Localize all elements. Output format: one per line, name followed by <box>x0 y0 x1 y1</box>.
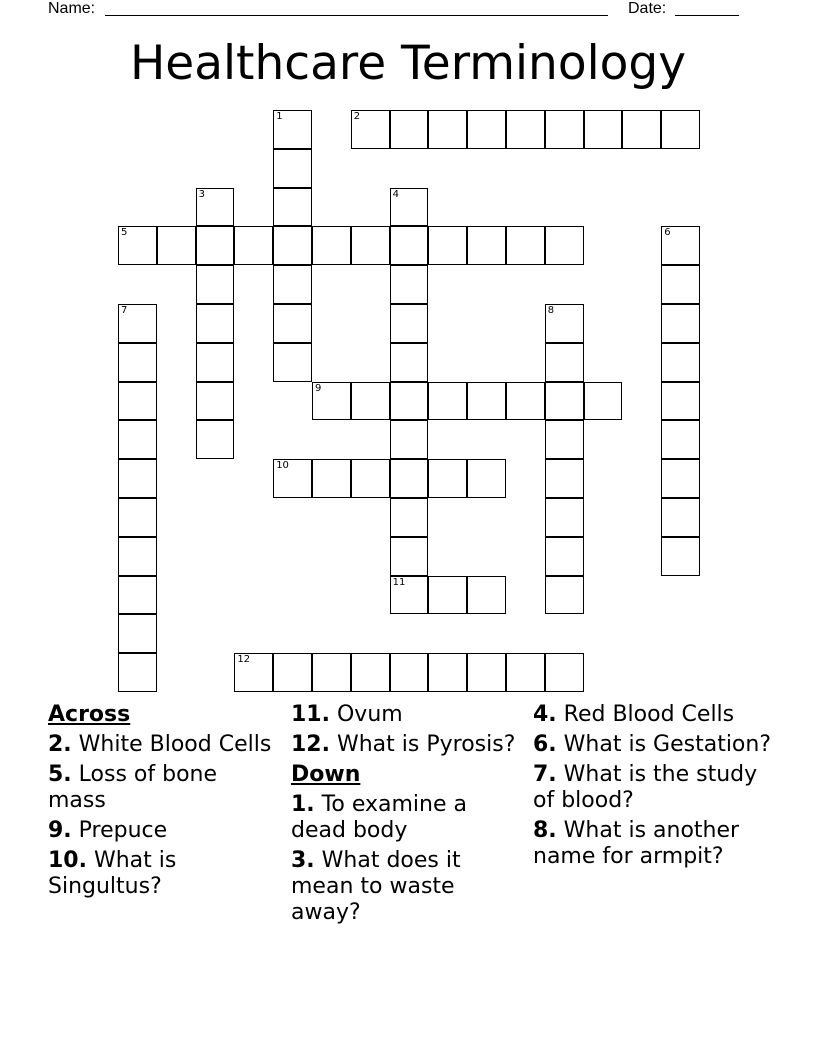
clue-across-2: 2. White Blood Cells <box>48 732 272 757</box>
crossword-cell[interactable] <box>312 226 351 265</box>
clue-number: 9 <box>315 382 322 394</box>
clue-across-11: 11. Ovum <box>291 702 403 727</box>
crossword-cell[interactable] <box>545 498 584 537</box>
clue-across-12: 12. What is Pyrosis? <box>291 732 516 757</box>
crossword-cell[interactable] <box>467 382 506 421</box>
crossword-cell[interactable] <box>157 226 196 265</box>
clue-number: 8 <box>547 305 555 316</box>
clue-across-10: 10. What is Singultus? <box>48 848 177 899</box>
crossword-cell[interactable] <box>351 459 390 498</box>
crossword-cell[interactable] <box>118 537 157 576</box>
crossword-cell[interactable] <box>273 459 312 498</box>
crossword-cell[interactable] <box>351 382 390 421</box>
page-title: Healthcare Terminology <box>129 36 687 91</box>
crossword-cell[interactable] <box>661 382 700 421</box>
crossword-cell[interactable] <box>118 498 157 537</box>
crossword-cell[interactable] <box>661 110 700 149</box>
crossword-cell[interactable] <box>545 110 584 149</box>
crossword-cell[interactable] <box>506 226 545 265</box>
crossword-cell[interactable] <box>273 188 312 227</box>
crossword-cell[interactable] <box>390 226 429 265</box>
crossword-cell[interactable] <box>196 265 235 304</box>
clue-number: 4 <box>392 188 399 200</box>
crossword-cell[interactable] <box>118 459 157 498</box>
crossword-cell[interactable] <box>196 226 235 265</box>
crossword-cell[interactable] <box>428 653 467 692</box>
clue-number: 3 <box>198 188 205 200</box>
crossword-cell[interactable] <box>118 420 157 459</box>
crossword-cell[interactable] <box>390 343 429 382</box>
clues-column-1 <box>48 702 278 904</box>
crossword-cell[interactable] <box>351 653 390 692</box>
crossword-cell[interactable] <box>273 343 312 382</box>
across-heading: Across <box>48 702 131 727</box>
crossword-cell[interactable] <box>312 382 351 421</box>
crossword-cell[interactable] <box>234 226 273 265</box>
crossword-cell[interactable] <box>390 265 429 304</box>
crossword-cell[interactable] <box>118 576 157 615</box>
crossword-cell[interactable] <box>196 188 235 227</box>
crossword-cell[interactable] <box>273 110 312 149</box>
crossword-cell[interactable] <box>428 110 467 149</box>
clue-number: 11 <box>392 576 406 588</box>
crossword-cell[interactable] <box>584 110 623 149</box>
crossword-cell[interactable] <box>118 382 157 421</box>
crossword-cell[interactable] <box>545 343 584 382</box>
crossword-cell[interactable] <box>467 576 506 615</box>
crossword-cell[interactable] <box>661 498 700 537</box>
crossword-cell[interactable] <box>234 653 273 692</box>
crossword-cell[interactable] <box>390 420 429 459</box>
crossword-cell[interactable] <box>351 226 390 265</box>
clue-across-5: 5. Loss of bone mass <box>48 762 218 813</box>
crossword-cell[interactable] <box>467 459 506 498</box>
crossword-cell[interactable] <box>196 343 235 382</box>
clue-down-4: 4. Red Blood Cells <box>533 702 735 727</box>
crossword-cell[interactable] <box>196 420 235 459</box>
crossword-cell[interactable] <box>622 110 661 149</box>
crossword-cell[interactable] <box>273 304 312 343</box>
crossword-cell[interactable] <box>428 382 467 421</box>
crossword-cell[interactable] <box>467 226 506 265</box>
clue-number: 5 <box>121 227 128 239</box>
crossword-cell[interactable] <box>273 226 312 265</box>
crossword-cell[interactable] <box>545 226 584 265</box>
date-label: Date: <box>628 0 667 17</box>
crossword-cell[interactable] <box>545 382 584 421</box>
crossword-cell[interactable] <box>661 420 700 459</box>
crossword-cell[interactable] <box>428 459 467 498</box>
crossword-cell[interactable] <box>390 382 429 421</box>
crossword-cell[interactable] <box>390 653 429 692</box>
crossword-cell[interactable] <box>545 459 584 498</box>
crossword-cell[interactable] <box>312 459 351 498</box>
clue-down-1: 1. To examine a dead body <box>291 792 467 843</box>
clue-number: 10 <box>276 460 289 472</box>
crossword-cell[interactable] <box>118 614 157 653</box>
crossword-cell[interactable] <box>545 537 584 576</box>
crossword-cell[interactable] <box>545 653 584 692</box>
crossword-cell[interactable] <box>661 459 700 498</box>
crossword-cell[interactable] <box>467 110 506 149</box>
crossword-cell[interactable] <box>390 498 429 537</box>
crossword-cell[interactable] <box>661 265 700 304</box>
clue-down-6: 6. What is Gestation? <box>533 732 772 757</box>
clue-across-9: 9. Prepuce <box>48 818 168 843</box>
crossword-cell[interactable] <box>661 537 700 576</box>
clue-number: 12 <box>237 654 251 666</box>
down-heading: Down <box>291 762 361 787</box>
crossword-cell[interactable] <box>273 149 312 188</box>
crossword-cell[interactable] <box>273 265 312 304</box>
crossword-cell[interactable] <box>390 576 429 615</box>
crossword-cell[interactable] <box>506 110 545 149</box>
crossword-cell[interactable] <box>428 576 467 615</box>
clue-number: 7 <box>121 305 128 316</box>
crossword-cell[interactable] <box>312 653 351 692</box>
crossword-cell[interactable] <box>661 343 700 382</box>
crossword-cell[interactable] <box>545 576 584 615</box>
clue-down-3: 3. What does it mean to waste away? <box>291 848 461 925</box>
crossword-cell[interactable] <box>390 537 429 576</box>
crossword-cell[interactable] <box>390 110 429 149</box>
crossword-cell[interactable] <box>118 304 157 343</box>
crossword-cell[interactable] <box>661 304 700 343</box>
crossword-cell[interactable] <box>118 226 157 265</box>
crossword-cell[interactable] <box>390 459 429 498</box>
crossword-cell[interactable] <box>196 382 235 421</box>
clue-number: 6 <box>664 227 671 239</box>
name-label: Name: <box>48 0 96 17</box>
crossword-cell[interactable] <box>661 226 700 265</box>
crossword-cell[interactable] <box>545 304 584 343</box>
crossword-cell[interactable] <box>390 188 429 227</box>
crossword-cell[interactable] <box>545 420 584 459</box>
crossword-cell[interactable] <box>273 653 312 692</box>
clue-down-8: 8. What is another name for armpit? <box>533 818 740 869</box>
clue-number: 2 <box>353 111 361 122</box>
crossword-cell[interactable] <box>351 110 390 149</box>
crossword-cell[interactable] <box>467 653 506 692</box>
crossword-cell[interactable] <box>506 653 545 692</box>
crossword-cell[interactable] <box>584 382 623 421</box>
clue-number: 1 <box>276 111 283 122</box>
clues-column-3 <box>533 702 773 874</box>
clues-column-2 <box>291 702 521 930</box>
clue-down-7: 7. What is the study of blood? <box>533 762 758 813</box>
crossword-cell[interactable] <box>506 382 545 421</box>
crossword-cell[interactable] <box>118 343 157 382</box>
crossword-cell[interactable] <box>118 653 157 692</box>
crossword-cell[interactable] <box>390 304 429 343</box>
crossword-cell[interactable] <box>428 226 467 265</box>
crossword-cell[interactable] <box>196 304 235 343</box>
